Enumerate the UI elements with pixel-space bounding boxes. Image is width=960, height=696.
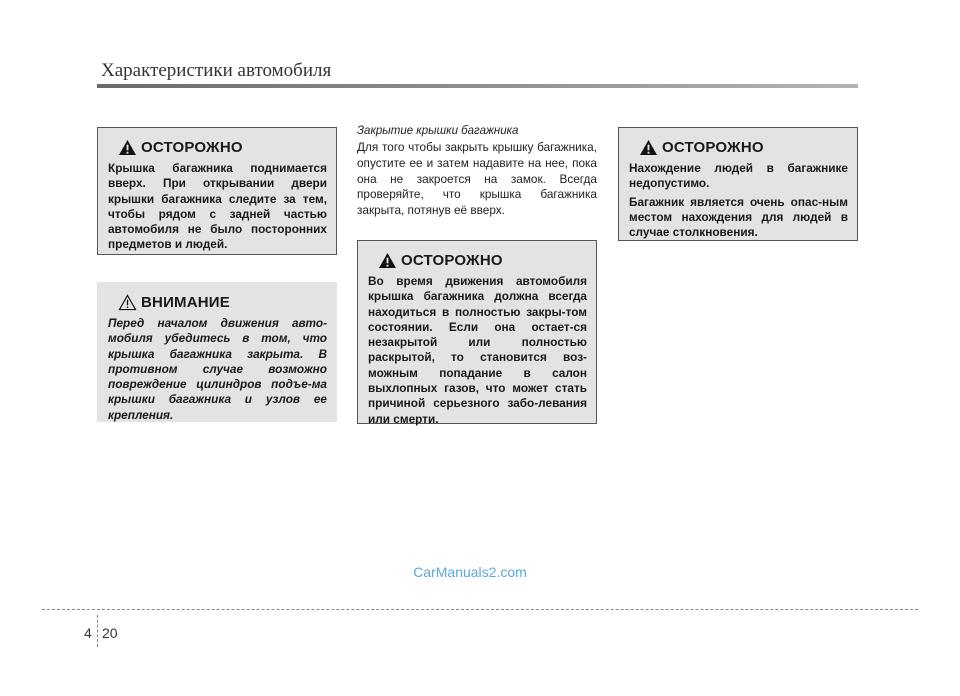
page-header-title: Характеристики автомобиля xyxy=(101,60,332,81)
warning-icon xyxy=(378,252,397,269)
section-body: Для того чтобы закрыть крышку багажника, опустите ее и затем надавите на нее, пока она не закроется на замок. Всегда проверяйте, что крышка багажника закрыта, потянув её вверх. xyxy=(357,140,597,218)
chapter-number: 4 xyxy=(84,625,92,641)
page-number: 20 xyxy=(102,625,118,641)
caution-text: Перед началом движения авто-мобиля убедитесь в том, что крышка багажника закрыта. В противном случае возможно повреждение цилиндров подъе-ма крышки багажника и узлов ее крепления. xyxy=(108,316,327,422)
warning-box-header xyxy=(378,252,587,269)
caution-icon xyxy=(118,294,137,311)
section-title: Закрытие крышки багажника xyxy=(357,125,519,137)
warning-box-people-in-trunk xyxy=(618,127,858,241)
warning-text: Нахождение людей в багажнике недопустимо. xyxy=(629,161,848,191)
warning-text: Багажник является очень опас-ным местом нахождения для людей в случае столкновения. xyxy=(629,194,848,240)
caution-box-header xyxy=(118,294,327,311)
warning-box-driving xyxy=(357,240,597,424)
warning-box-header xyxy=(639,139,848,156)
warning-heading: ОСТОРОЖНО xyxy=(141,139,243,156)
warning-text: Крышка багажника поднимается вверх. При открывании двери крышки багажника следите за тем, чтобы рядом с задней частью автомобиля не было посторонних предметов и людей. xyxy=(108,161,327,252)
warning-heading: ОСТОРОЖНО xyxy=(401,252,503,269)
footer-divider xyxy=(97,615,98,647)
warning-icon xyxy=(639,139,658,156)
watermark: CarManuals2.com xyxy=(413,564,527,580)
caution-box-trunk-closed xyxy=(97,282,337,422)
warning-heading: ОСТОРОЖНО xyxy=(662,139,764,156)
warning-box-trunk-lift xyxy=(97,127,337,255)
header-rule xyxy=(97,84,858,88)
warning-box-header xyxy=(118,139,327,156)
warning-text: Во время движения автомобиля крышка багажника должна всегда находиться в полностью закры-том состоянии. Если она остает-ся незакрытой или полностью раскрытой, то становится воз-можным попадание в салон выхлопных газов, что может стать причиной серьезного забо-левания или смерти. xyxy=(368,274,587,426)
warning-icon xyxy=(118,139,137,156)
caution-heading: ВНИМАНИЕ xyxy=(141,294,230,311)
footer-rule xyxy=(42,609,918,610)
